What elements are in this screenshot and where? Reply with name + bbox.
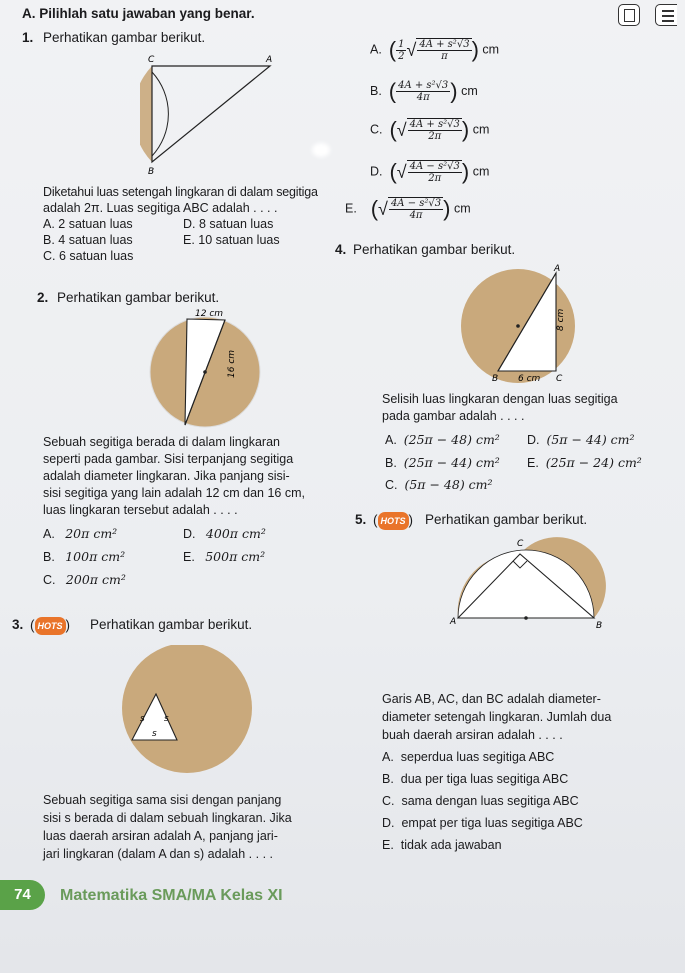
page-number: 74 xyxy=(0,880,45,910)
q5-figure xyxy=(440,532,610,644)
q4-text-2: pada gambar adalah . . . . xyxy=(382,409,525,423)
q5-option-a[interactable]: A. seperdua luas segitiga ABC xyxy=(382,750,555,764)
q3-number: 3. xyxy=(12,617,24,632)
formula-option-b[interactable]: B. ( $\frac{\text{4A + s²√3}}{4\pi}$ ) cm xyxy=(370,78,478,104)
q3-label-s3: s xyxy=(152,729,157,739)
q5-text-3: buah daerah arsiran adalah . . . . xyxy=(382,728,563,742)
q1-option-e[interactable]: E. 10 satuan luas xyxy=(183,233,280,247)
q3-hots-badge: HOTS xyxy=(35,617,66,635)
q5-label-a: A xyxy=(450,617,457,627)
formula-option-c[interactable]: C. (√ $\frac{\text{4A + s²√3}}{2\pi}$ ) cm xyxy=(370,117,490,142)
q4-option-d[interactable]: D. (5π − 44) cm² xyxy=(527,432,635,447)
q3-text-2: sisi s berada di dalam sebuah lingkaran. Jika xyxy=(43,811,292,825)
q3-label-s1: s xyxy=(140,714,145,724)
q2-option-c[interactable]: C. 200π cm² xyxy=(43,572,126,587)
q5-prompt: Perhatikan gambar berikut. xyxy=(425,512,588,527)
q2-text-3: adalah diameter lingkaran. Jika panjang sisi- xyxy=(43,469,290,483)
q1-label-b: B xyxy=(148,167,155,174)
q4-text-1: Selisih luas lingkaran dengan luas segitiga xyxy=(382,392,618,406)
q4-label-a: A xyxy=(554,264,561,274)
q1-option-a[interactable]: A. 2 satuan luas xyxy=(43,217,133,231)
q1-text-2: adalah 2π. Luas segitiga ABC adalah . . . . xyxy=(43,201,278,215)
q2-prompt: Perhatikan gambar berikut. xyxy=(57,290,220,305)
q5-option-b[interactable]: B. dua per tiga luas segitiga ABC xyxy=(382,772,569,786)
textbook-page: A. Pilihlah satu jawaban yang benar. 1. Perhatikan gambar berikut. C A B Diketahui luas setengah lingkaran di dalam segitiga adalah 2π. Luas segitiga ABC adalah . . . . A. 2 satuan luas D. 8 satuan luas B. 4 satuan luas E. 10 satuan luas C. 6 satuan luas A. ( $\frac{1}{2}$ √ $\frac{\text{4A + s²√3}}{\pi}$ ) cm B. ( $\frac{\text{4A + s²√3}}{4\pi}$ ) cm C. (√ $\frac{\text{4A + s²√3}}{2\pi}$ ) cm D. (√ $\frac{\text{4A − s²√3}}{2\pi}$ ) cm E. (√ $\frac{\text{4A − s²√3}}{4\pi}$ ) cm 2. Perhatikan gambar berikut. 12 cm 16 cm Sebuah segitiga berada di dalam lingkaran seperti pada gambar. Sisi terpanjang segitiga adalah diameter lingkaran. Jika panjang sisi- sisi segitiga yang lain adalah 12 cm dan 16 cm, luas lingkaran tersebut adalah . . . . A. 20π cm² D. 400π cm² B. 100π cm² E. 500π cm² C. 200π cm² 3. ( HOTS ) Perhatikan gambar berikut. s s s Sebuah segitiga sama sisi dengan panjang sisi s berada di dalam sebuah lingkaran. Jika luas daerah arsiran adalah A, panjang jari- jari lingkaran (dalam A dan s) adalah . . . . 4. Perhatikan gambar berikut. A 8 cm B 6 cm C Selisih luas lingkaran dengan luas segitiga pada gambar adalah . . . . A. (25π − 48) cm² D. (5π − 44) cm² B. (25π − 44) cm² E. (25π − 24) cm² C. (5π − 48) cm² 5. ( HOTS ) Perhatikan gambar berikut. C A B Garis AB, AC, dan BC adalah diameter- diameter setengah lingkaran. Jumlah dua buah daerah arsiran adalah . . . . A. seperdua luas segitiga ABC B. dua per tiga luas segitiga ABC C. sama dengan luas segitiga ABC D. empat per tiga luas segitiga ABC E. tidak ada jawaban 74 Matematika SMA/MA Kelas XI xyxy=(0,0,685,973)
q2-label-12: 12 cm xyxy=(195,309,224,319)
book-icon[interactable] xyxy=(618,4,640,26)
section-title: A. Pilihlah satu jawaban yang benar. xyxy=(22,6,255,21)
q4-label-6: 6 cm xyxy=(518,374,541,384)
q1-text-1: Diketahui luas setengah lingkaran di dalam segitiga xyxy=(43,185,318,199)
q4-prompt: Perhatikan gambar berikut. xyxy=(353,242,516,257)
q4-option-b[interactable]: B. (25π − 44) cm² xyxy=(385,455,500,470)
q1-prompt: Perhatikan gambar berikut. xyxy=(43,30,206,45)
formula-option-d[interactable]: D. (√ $\frac{\text{4A − s²√3}}{2\pi}$ ) cm xyxy=(370,159,490,184)
q3-text-4: jari lingkaran (dalam A dan s) adalah . . . . xyxy=(43,847,273,861)
q4-option-e[interactable]: E. (25π − 24) cm² xyxy=(527,455,642,470)
q1-option-d[interactable]: D. 8 satuan luas xyxy=(183,217,274,231)
q4-label-8: 8 cm xyxy=(556,308,566,331)
q4-option-c[interactable]: C. (5π − 48) cm² xyxy=(385,477,493,492)
q4-label-c: C xyxy=(556,374,563,384)
glare-spot xyxy=(312,143,330,157)
q4-number: 4. xyxy=(335,242,347,257)
q5-label-b: B xyxy=(596,621,603,631)
formula-option-e[interactable]: E. (√ $\frac{\text{4A − s²√3}}{4\pi}$ ) cm xyxy=(345,196,471,221)
q3-prompt: Perhatikan gambar berikut. xyxy=(90,617,253,632)
q5-hots-badge: HOTS xyxy=(378,512,409,530)
q2-text-2: seperti pada gambar. Sisi terpanjang segitiga xyxy=(43,452,294,466)
q3-text-1: Sebuah segitiga sama sisi dengan panjang xyxy=(43,793,282,807)
q2-option-a[interactable]: A. 20π cm² xyxy=(43,526,118,541)
q1-option-c[interactable]: C. 6 satuan luas xyxy=(43,249,134,263)
q2-option-e[interactable]: E. 500π cm² xyxy=(183,549,266,564)
q4-figure xyxy=(438,263,598,393)
q5-option-d[interactable]: D. empat per tiga luas segitiga ABC xyxy=(382,816,583,830)
q5-number: 5. xyxy=(355,512,367,527)
q5-text-2: diameter setengah lingkaran. Jumlah dua xyxy=(382,710,612,724)
q4-label-b: B xyxy=(492,374,499,384)
q3-text-3: luas daerah arsiran adalah A, panjang jari- xyxy=(43,829,278,843)
q5-label-c: C xyxy=(517,539,524,549)
q3-label-s2: s xyxy=(164,714,169,724)
q5-option-e[interactable]: E. tidak ada jawaban xyxy=(382,838,502,852)
q2-number: 2. xyxy=(37,290,49,305)
q5-option-c[interactable]: C. sama dengan luas segitiga ABC xyxy=(382,794,579,808)
q2-text-4: sisi segitiga yang lain adalah 12 cm dan 16 cm, xyxy=(43,486,305,500)
q2-text-1: Sebuah segitiga berada di dalam lingkaran xyxy=(43,435,280,449)
menu-icon[interactable] xyxy=(655,4,677,26)
formula-option-a[interactable]: A. ( $\frac{1}{2}$ √ $\frac{\text{4A + s²√3}}{\pi}$ ) cm xyxy=(370,37,500,62)
q4-option-a[interactable]: A. (25π − 48) cm² xyxy=(385,432,500,447)
q1-number: 1. xyxy=(22,30,34,45)
q1-figure xyxy=(140,54,280,174)
book-title: Matematika SMA/MA Kelas XI xyxy=(60,887,283,904)
q1-option-b[interactable]: B. 4 satuan luas xyxy=(43,233,133,247)
q1-label-a: A xyxy=(266,55,273,65)
q2-figure xyxy=(130,308,280,430)
q2-text-5: luas lingkaran tersebut adalah . . . . xyxy=(43,503,238,517)
q2-option-b[interactable]: B. 100π cm² xyxy=(43,549,126,564)
q2-label-16: 16 cm xyxy=(227,349,237,378)
q1-label-c: C xyxy=(148,55,155,65)
q2-option-d[interactable]: D. 400π cm² xyxy=(183,526,266,541)
q3-figure xyxy=(112,645,262,775)
q5-text-1: Garis AB, AC, dan BC adalah diameter- xyxy=(382,692,601,706)
